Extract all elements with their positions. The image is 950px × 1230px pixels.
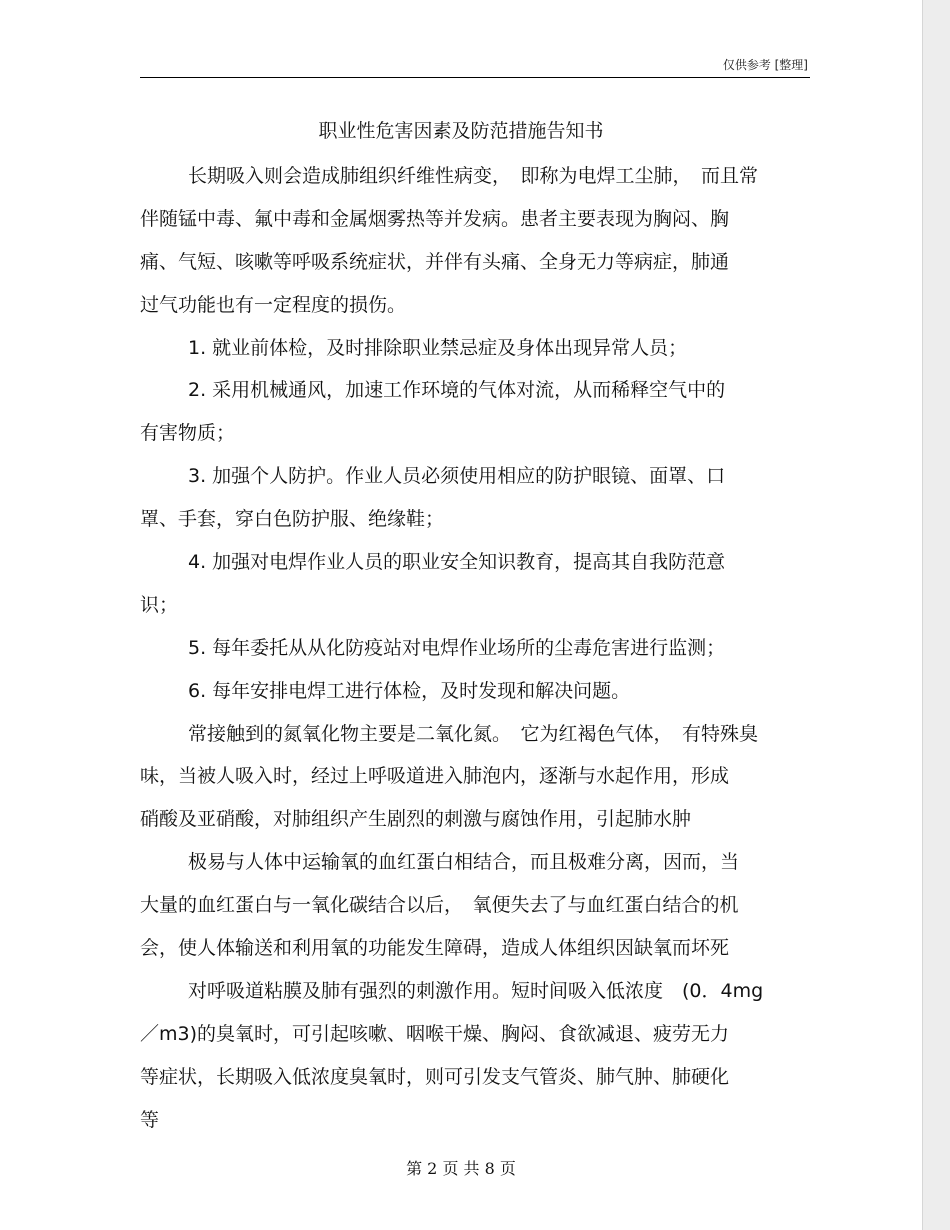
text-line: 有害物质； [140,422,236,445]
text-line: 痛、气短、咳嗽等呼吸系统症状，并伴有头痛、全身无力等病症，肺通 [140,250,730,273]
header-divider [140,77,810,78]
text-line: 极易与人体中运输氧的血红蛋白相结合，而且极难分离，因而，当 [188,851,740,874]
page-header: 仅供参考 [整理] [722,58,808,72]
text-line: 硝酸及亚硝酸，对肺组织产生剧烈的刺激与腐蚀作用，引起肺水肿 [140,808,692,831]
text-line: 伴随锰中毒、氟中毒和金属烟雾热等并发病。患者主要表现为胸闷、胸 [140,207,730,230]
text-line: 1. 就业前体检，及时排除职业禁忌症及身体出现异常人员； [188,336,688,359]
document-body [140,155,820,1141]
page-footer: 第 2 页 共 8 页 [406,1159,516,1178]
text-line: 6. 每年安排电焊工进行体检，及时发现和解决问题。 [188,679,631,702]
text-line: 味，当被人吸入时，经过上呼吸道进入肺泡内，逐渐与水起作用，形成 [140,765,730,788]
text-line: 等症状，长期吸入低浓度臭氧时，则可引发支气管炎、肺气肿、肺硬化 [140,1065,730,1088]
text-line: ／m3)的臭氧时，可引起咳嗽、咽喉干燥、胸闷、食欲减退、疲劳无力 [140,1022,730,1045]
text-line: 常接触到的氮氧化物主要是二氧化氮。 它为红褐色气体， 有特殊臭 [188,722,759,745]
text-line: 3. 加强个人防护。作业人员必须使用相应的防护眼镜、面罩、口 [188,465,726,488]
text-line: 2. 采用机械通风，加速工作环境的气体对流，从而稀释空气中的 [188,379,726,402]
text-line: 罩、手套，穿白色防护服、绝缘鞋； [140,508,445,531]
text-line: 对呼吸道粘膜及肺有强烈的刺激作用。短时间吸入低浓度 (0．4mg [188,979,764,1002]
text-line: 5. 每年委托从从化防疫站对电焊作业场所的尘毒危害进行监测； [188,636,726,659]
text-line: 大量的血红蛋白与一氧化碳结合以后， 氧便失去了与血红蛋白结合的机 [140,894,739,917]
document-title: 职业性危害因素及防范措施告知书 [318,120,604,142]
text-line: 识； [140,593,179,616]
text-line: 4. 加强对电焊作业人员的职业安全知识教育，提高其自我防范意 [188,551,726,574]
text-line: 会，使人体输送和利用氧的功能发生障碍，造成人体组织因缺氧而坏死 [140,937,730,960]
text-line: 等 [140,1108,160,1131]
text-line: 过气功能也有一定程度的损伤。 [140,293,407,316]
text-line: 长期吸入则会造成肺组织纤维性病变， 即称为电焊工尘肺， 而且常 [188,165,759,187]
